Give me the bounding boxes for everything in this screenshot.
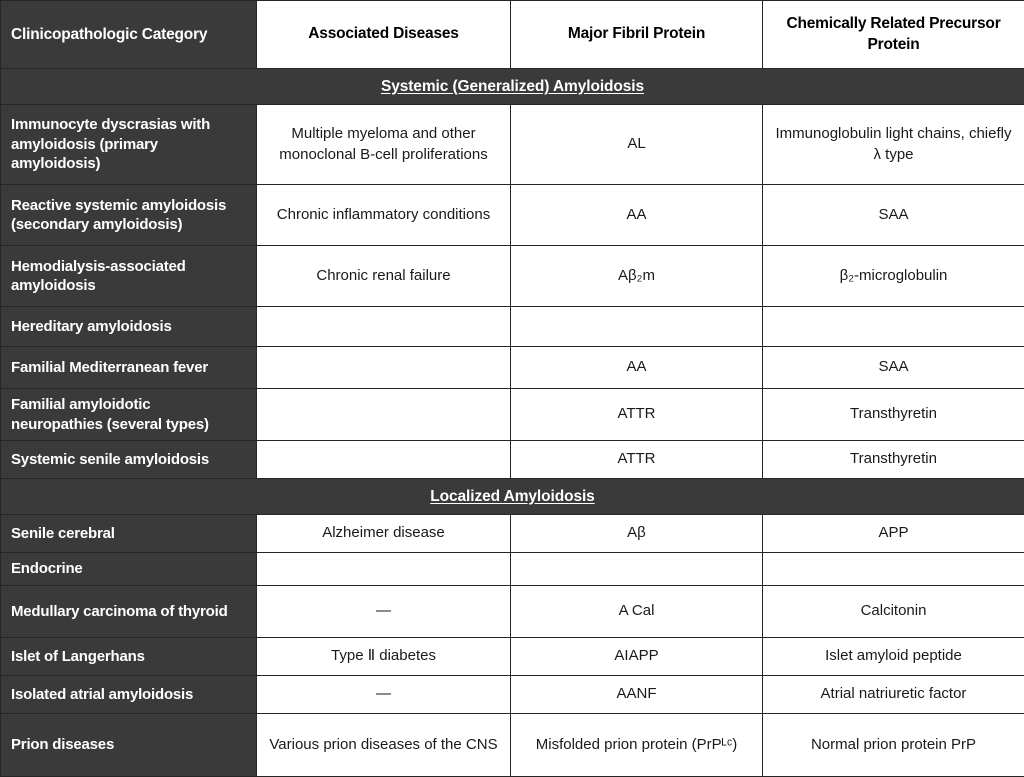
row-precursor: Calcitonin (763, 586, 1024, 638)
table-row (1, 246, 1024, 307)
table-row (1, 185, 1024, 246)
table-row (1, 441, 1024, 479)
row-fibril: Aβ₂m (511, 246, 763, 307)
row-category: Systemic senile amyloidosis (1, 441, 257, 479)
row-precursor: Normal prion protein PrP (763, 714, 1024, 777)
row-precursor: Transthyretin (763, 441, 1024, 479)
table-row (1, 586, 1024, 638)
row-precursor: Immunoglobulin light chains, chiefly λ type (763, 105, 1024, 185)
row-precursor: SAA (763, 347, 1024, 389)
row-fibril: ATTR (511, 389, 763, 441)
row-diseases: Chronic inflammatory conditions (257, 185, 511, 246)
row-diseases (257, 389, 511, 441)
row-diseases (257, 307, 511, 347)
table-row (1, 307, 1024, 347)
row-fibril: AA (511, 347, 763, 389)
row-diseases: Multiple myeloma and other monoclonal B-cell proliferations (257, 105, 511, 185)
row-diseases: Various prion diseases of the CNS (257, 714, 511, 777)
row-precursor (763, 307, 1024, 347)
row-diseases (257, 553, 511, 586)
row-precursor: Atrial natriuretic factor (763, 676, 1024, 714)
row-category: Hemodialysis-associated amyloidosis (1, 246, 257, 307)
row-category: Hereditary amyloidosis (1, 307, 257, 347)
row-fibril: AIAPP (511, 638, 763, 676)
row-diseases: — (257, 586, 511, 638)
section-header-label: Localized Amyloidosis (430, 488, 594, 505)
table-row (1, 676, 1024, 714)
table-row (1, 515, 1024, 553)
row-fibril: A Cal (511, 586, 763, 638)
row-diseases: Type Ⅱ diabetes (257, 638, 511, 676)
row-fibril: Misfolded prion protein (PrPᴸᶜ) (511, 714, 763, 777)
table-row (1, 638, 1024, 676)
column-header-precursor: Chemically Related Precursor Protein (763, 1, 1024, 69)
row-precursor: SAA (763, 185, 1024, 246)
row-precursor: Islet amyloid peptide (763, 638, 1024, 676)
section-header-cell (1, 479, 1024, 515)
section-header-systemic (1, 69, 1024, 105)
row-category: Reactive systemic amyloidosis (secondary amyloidosis) (1, 185, 257, 246)
row-category: Immunocyte dyscrasias with amyloidosis (primary amyloidosis) (1, 105, 257, 185)
row-precursor (763, 553, 1024, 586)
section-header-localized (1, 479, 1024, 515)
row-fibril (511, 307, 763, 347)
row-precursor: β₂-microglobulin (763, 246, 1024, 307)
row-category: Endocrine (1, 553, 257, 586)
section-header-label: Systemic (Generalized) Amyloidosis (381, 78, 644, 95)
row-precursor: Transthyretin (763, 389, 1024, 441)
table-row (1, 389, 1024, 441)
row-diseases: — (257, 676, 511, 714)
table-row (1, 714, 1024, 777)
row-category: Isolated atrial amyloidosis (1, 676, 257, 714)
row-fibril (511, 553, 763, 586)
table-row (1, 347, 1024, 389)
table-body (1, 1, 1024, 777)
row-category: Prion diseases (1, 714, 257, 777)
row-category: Familial Mediterranean fever (1, 347, 257, 389)
table-header-row (1, 1, 1024, 69)
row-category: Familial amyloidotic neuropathies (several types) (1, 389, 257, 441)
table-row (1, 553, 1024, 586)
row-precursor: APP (763, 515, 1024, 553)
column-header-diseases: Associated Diseases (257, 1, 511, 69)
row-fibril: AANF (511, 676, 763, 714)
row-fibril: Aβ (511, 515, 763, 553)
row-diseases: Alzheimer disease (257, 515, 511, 553)
row-diseases (257, 347, 511, 389)
row-diseases (257, 441, 511, 479)
column-header-fibril: Major Fibril Protein (511, 1, 763, 69)
column-header-category: Clinicopathologic Category (1, 1, 257, 69)
row-fibril: AL (511, 105, 763, 185)
row-fibril: ATTR (511, 441, 763, 479)
row-category: Senile cerebral (1, 515, 257, 553)
row-diseases: Chronic renal failure (257, 246, 511, 307)
table-row (1, 105, 1024, 185)
row-category: Medullary carcinoma of thyroid (1, 586, 257, 638)
row-fibril: AA (511, 185, 763, 246)
row-category: Islet of Langerhans (1, 638, 257, 676)
section-header-cell (1, 69, 1024, 105)
